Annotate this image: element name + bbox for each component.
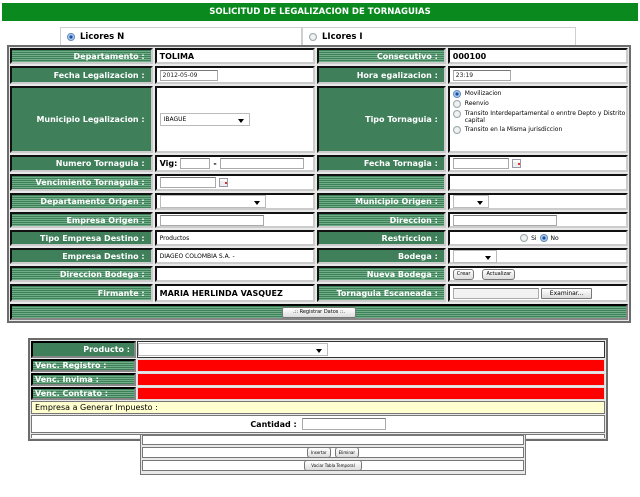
fecha-tornagia-cell (448, 155, 628, 172)
fecha-tornagia-input[interactable] (453, 158, 509, 169)
nueva-bodega-label: Nueva Bodega : (317, 266, 446, 282)
vaciar-row (142, 460, 524, 471)
departamento-origen-cell (155, 193, 315, 210)
movilizacion-radio[interactable] (453, 90, 461, 98)
fecha-legalizacion-cell (155, 66, 315, 84)
restriccion-si-label: Si (531, 234, 537, 242)
empresa-destino-value: DIAGEO COLOMBIA S.A. - (155, 248, 315, 264)
registrar-datos-button[interactable]: .:: Registrar Datos ::. (282, 307, 356, 318)
restriccion-si-radio[interactable] (520, 234, 528, 242)
municipio-legalizacion-label: Municipio Legalizacion : (10, 86, 153, 153)
licores-n-option[interactable] (60, 27, 302, 45)
direccion-input[interactable] (453, 215, 557, 226)
departamento-label: Departamento : (10, 48, 153, 64)
transito-interdepartamental-radio[interactable] (453, 110, 461, 118)
municipio-legalizacion-select[interactable]: IBAGUE (160, 113, 250, 126)
empty-cell (448, 174, 628, 191)
venc-registro-label: Venc. Registro : (31, 359, 136, 372)
actions-section (140, 435, 526, 475)
cantidad-label: Cantidad : (250, 419, 297, 429)
direccion-bodega-value (155, 266, 315, 282)
tornaguia-escaneada-cell (448, 284, 628, 302)
numero-tornaguia-cell (155, 155, 315, 172)
vaciar-tabla-button[interactable]: Vaciar Tabla Temporal (304, 460, 361, 471)
vencimiento-tornaguia-cell (155, 174, 315, 191)
direccion-bodega-label: Direccion Bodega : (10, 266, 153, 282)
tornaguia-escaneada-input[interactable] (453, 288, 539, 299)
direccion-cell (448, 212, 628, 228)
hora-legalizacion-cell (448, 66, 628, 84)
tipo-reenvio-option[interactable] (453, 100, 626, 108)
producto-cell (137, 341, 605, 358)
reenvio-radio[interactable] (453, 100, 461, 108)
licores-n-label: Licores N (80, 31, 125, 42)
movilizacion-label: Movilizacion (464, 90, 502, 97)
hora-legalizacion-input[interactable]: 23:19 (453, 70, 511, 81)
venc-invima-alert (137, 373, 605, 386)
numero-separator: - (213, 159, 217, 168)
transito-jurisdiccion-radio[interactable] (453, 126, 461, 134)
tornaguia-escaneada-label: Tornaguia Escaneada : (317, 284, 446, 302)
municipio-legalizacion-cell (155, 86, 315, 153)
calendar-icon[interactable] (512, 159, 521, 168)
tipo-tornaguia-cell (448, 86, 628, 153)
insertar-button[interactable]: Insertar (307, 447, 331, 458)
legalizacion-form (7, 45, 631, 323)
restriccion-cell (448, 230, 628, 246)
firmante-label: Firmante : (10, 284, 153, 302)
municipio-origen-select[interactable] (453, 195, 489, 208)
tipo-transito-jurisdiccion-option[interactable] (453, 126, 626, 134)
venc-contrato-alert (137, 387, 605, 400)
actualizar-button[interactable]: Actualizar (482, 269, 515, 280)
register-bar (10, 304, 628, 320)
vig-label: Vig: (159, 159, 178, 168)
municipio-origen-cell (448, 193, 628, 210)
vencimiento-tornaguia-label: Vencimiento Tornaguia : (10, 174, 153, 191)
insert-delete-row (142, 447, 524, 458)
reenvio-label: Reenvio (464, 100, 489, 107)
empresa-destino-label: Empresa Destino : (10, 248, 153, 264)
tipo-empresa-destino-value: Productos (155, 230, 315, 246)
venc-invima-label: Venc. Invima : (31, 373, 136, 386)
bodega-label: Bodega : (317, 248, 446, 264)
municipio-origen-label: Municipio Origen : (317, 193, 446, 210)
direccion-label: Direccion : (317, 212, 446, 228)
calendar-icon[interactable] (219, 178, 228, 187)
tipo-movilizacion-option[interactable] (453, 90, 626, 98)
consecutivo-label: Consecutivo : (317, 48, 446, 64)
nueva-bodega-cell (448, 266, 628, 282)
numero-tornaguia-input[interactable] (220, 158, 304, 169)
bodega-cell (448, 248, 628, 264)
restriccion-no-label: No (550, 234, 559, 242)
spacer-row (142, 435, 524, 445)
licores-n-radio[interactable] (67, 33, 75, 41)
empresa-origen-input[interactable] (160, 215, 264, 226)
firmante-value: MARIA HERLINDA VASQUEZ (155, 284, 315, 302)
cantidad-row (31, 415, 605, 433)
crear-button[interactable]: Crear (453, 269, 475, 280)
producto-select[interactable] (138, 343, 328, 356)
restriccion-no-radio[interactable] (540, 234, 548, 242)
numero-tornaguia-label: Numero Tornaguia : (10, 155, 153, 172)
consecutivo-value: 000100 (448, 48, 628, 64)
vencimiento-tornaguia-input[interactable] (160, 177, 216, 188)
transito-jurisdiccion-label: Transito en la Misma jurisdiccion (464, 126, 563, 133)
empresa-impuesto-label: Empresa a Generar Impuesto : (31, 401, 605, 414)
fecha-legalizacion-label: Fecha Legalizacion : (10, 66, 153, 84)
licores-i-radio[interactable] (309, 33, 317, 41)
departamento-origen-select[interactable] (160, 195, 266, 208)
cantidad-input[interactable] (302, 418, 386, 430)
fecha-legalizacion-input[interactable]: 2012-05-09 (160, 70, 218, 81)
departamento-origen-label: Departamento Origen : (10, 193, 153, 210)
producto-label: Producto : (31, 341, 136, 358)
venc-registro-alert (137, 359, 605, 372)
fecha-tornagia-label: Fecha Tornagia : (317, 155, 446, 172)
examinar-button[interactable]: Examinar... (541, 288, 593, 299)
vig-input[interactable] (180, 158, 210, 169)
producto-section (28, 338, 608, 441)
licores-i-label: LIcores I (322, 31, 363, 42)
empresa-origen-cell (155, 212, 315, 228)
empty-label (317, 174, 446, 191)
transito-interdepartamental-label: Transito Interdepartamental o enntre Depto y Distrito capital (464, 110, 626, 124)
empresa-origen-label: Empresa Origen : (10, 212, 153, 228)
tipo-tornaguia-label: Tipo Tornaguia : (317, 86, 446, 153)
tipo-empresa-destino-label: Tipo Empresa Destino : (10, 230, 153, 246)
eliminar-button[interactable]: Eliminar (335, 447, 359, 458)
venc-contrato-label: Venc. Contrato : (31, 387, 136, 400)
restriccion-label: Restriccion : (317, 230, 446, 246)
hora-legalizacion-label: Hora egalizacion : (317, 66, 446, 84)
page-title: SOLICITUD DE LEGALIZACION DE TORNAGUIAS (2, 3, 638, 21)
departamento-value: TOLIMA (155, 48, 315, 64)
tipo-transito-interdepartamental-option[interactable] (453, 110, 626, 124)
licores-i-option[interactable] (302, 27, 576, 45)
bodega-select[interactable] (453, 250, 497, 263)
